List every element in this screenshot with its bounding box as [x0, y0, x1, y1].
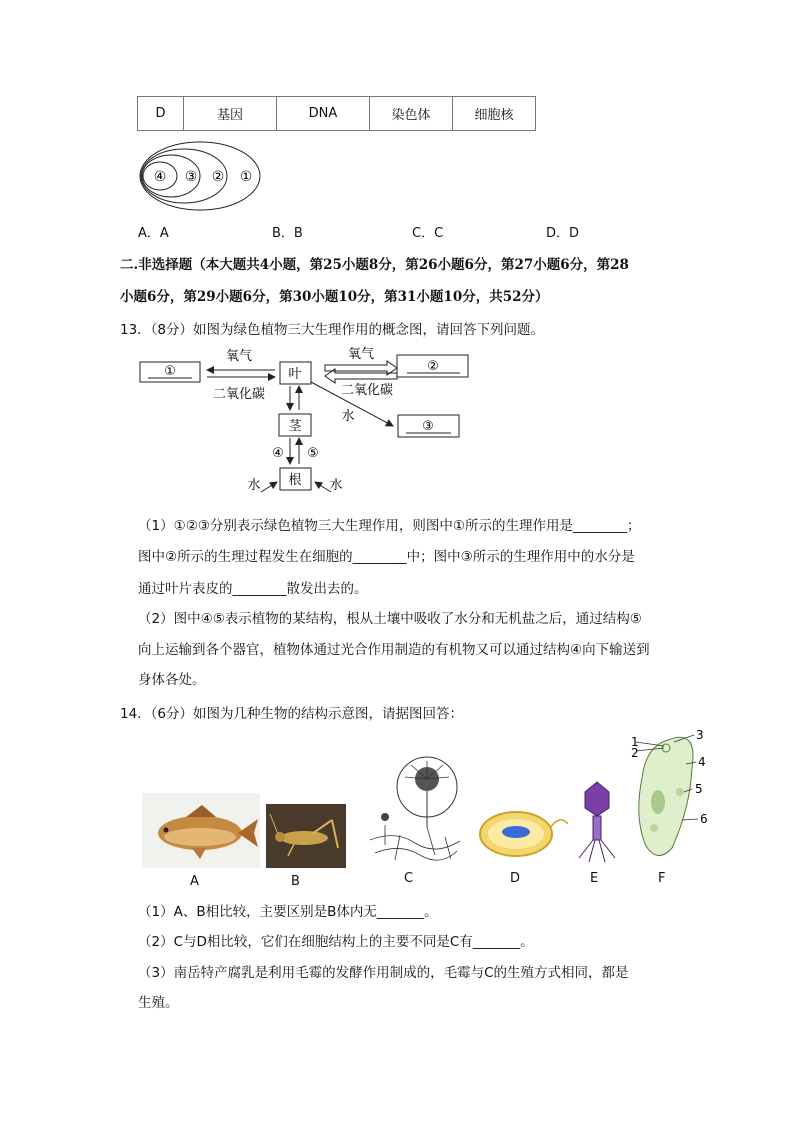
circle-label-4: ④ — [153, 169, 167, 185]
table-cell: 基因 — [184, 97, 277, 131]
para-num-6: 6 — [700, 812, 708, 826]
q14-answer-1: （1）A、B相比较，主要区别是B体内无_______。 — [138, 904, 438, 920]
box2-label: ② — [427, 359, 439, 374]
water-left-label: 水 — [247, 478, 261, 493]
q13-p1-line2: 图中②所示的生理过程发生在细胞的________中；图中③所示的生理作用中的水分是 — [138, 549, 635, 565]
q13-p2-line1: （2）图中④⑤表示植物的某结构，根从土壤中吸收了水分和无机盐之后，通过结构⑤ — [138, 611, 642, 627]
q13-p1-line3: 通过叶片表皮的________散发出去的。 — [138, 581, 368, 597]
figure-label-e: E — [590, 871, 599, 886]
table-cell: 染色体 — [370, 97, 453, 131]
water-right-label: 水 — [329, 478, 343, 493]
nested-circles-diagram — [138, 140, 266, 212]
paramecium-sketch — [628, 728, 718, 868]
fish-image — [142, 793, 260, 868]
para-num-2: 2 — [631, 746, 639, 760]
q13-stem: 13．（8分）如图为绿色植物三大生理作用的概念图，请回答下列问题。 — [120, 322, 545, 338]
num5-label: ⑤ — [307, 446, 319, 461]
box3-label: ③ — [422, 419, 434, 434]
q14-answer-2: （2）C与D相比较，它们在细胞结构上的主要不同是C有_______。 — [138, 934, 534, 950]
figure-label-d: D — [510, 871, 521, 886]
section-header-line2: 小题6分，第29小题6分，第30小题10分，第31小题10分，共52分） — [120, 289, 549, 305]
circle-label-3: ③ — [184, 169, 198, 185]
option-table — [137, 96, 536, 131]
figure-label-b: B — [291, 874, 300, 889]
choice-c[interactable]: C．C — [412, 226, 444, 241]
root-label: 根 — [288, 473, 302, 488]
circle-label-2: ② — [211, 169, 225, 185]
mold-sketch — [365, 755, 465, 870]
choice-b[interactable]: B．B — [272, 226, 303, 241]
para-num-5: 5 — [695, 782, 703, 796]
table-cell: D — [138, 97, 184, 131]
q13-p2-line2: 向上运输到各个器官，植物体通过光合作用制造的有机物又可以通过结构④向下输送到 — [138, 642, 650, 658]
para-num-4: 4 — [698, 755, 706, 769]
plant-concept-diagram — [135, 340, 480, 500]
q14-stem: 14．（6分）如图为几种生物的结构示意图，请据图回答： — [120, 706, 464, 722]
co2-right-label: 二氧化碳 — [340, 383, 394, 398]
q13-p2-line3: 身体各处。 — [138, 672, 206, 688]
choice-d[interactable]: D．D — [546, 226, 580, 241]
stem-label: 茎 — [288, 419, 302, 434]
q14-answer-3-line1: （3）南岳特产腐乳是利用毛霉的发酵作用制成的，毛霉与C的生殖方式相同，都是 — [138, 965, 629, 981]
figure-label-c: C — [404, 871, 414, 886]
num4-label: ④ — [272, 446, 284, 461]
virus-sketch — [575, 780, 619, 866]
figure-label-f: F — [658, 871, 666, 886]
para-num-1: 1 — [631, 735, 639, 749]
table-row — [138, 97, 536, 131]
table-cell: 细胞核 — [453, 97, 536, 131]
bacterium-sketch — [478, 808, 570, 866]
q13-p1-line1: （1）①②③分别表示绿色植物三大生理作用，则图中①所示的生理作用是________； — [138, 518, 641, 534]
q14-answer-3-line2: 生殖。 — [138, 995, 179, 1011]
oxygen-right-label: 氧气 — [347, 347, 375, 362]
water-mid-label: 水 — [341, 409, 355, 424]
grasshopper-image — [266, 804, 346, 868]
co2-left-label: 二氧化碳 — [212, 387, 266, 402]
choice-a[interactable]: A．A — [138, 226, 169, 241]
box1-label: ① — [164, 364, 176, 379]
table-cell: DNA — [277, 97, 370, 131]
section-header-line1: 二.非选择题（本大题共4小题，第25小题8分，第26小题6分，第27小题6分，第28 — [120, 257, 629, 273]
circle-label-1: ① — [239, 169, 253, 185]
leaf-label: 叶 — [288, 367, 302, 382]
para-num-3: 3 — [696, 728, 704, 742]
figure-label-a: A — [190, 874, 199, 889]
oxygen-left-label: 氧气 — [225, 349, 253, 364]
